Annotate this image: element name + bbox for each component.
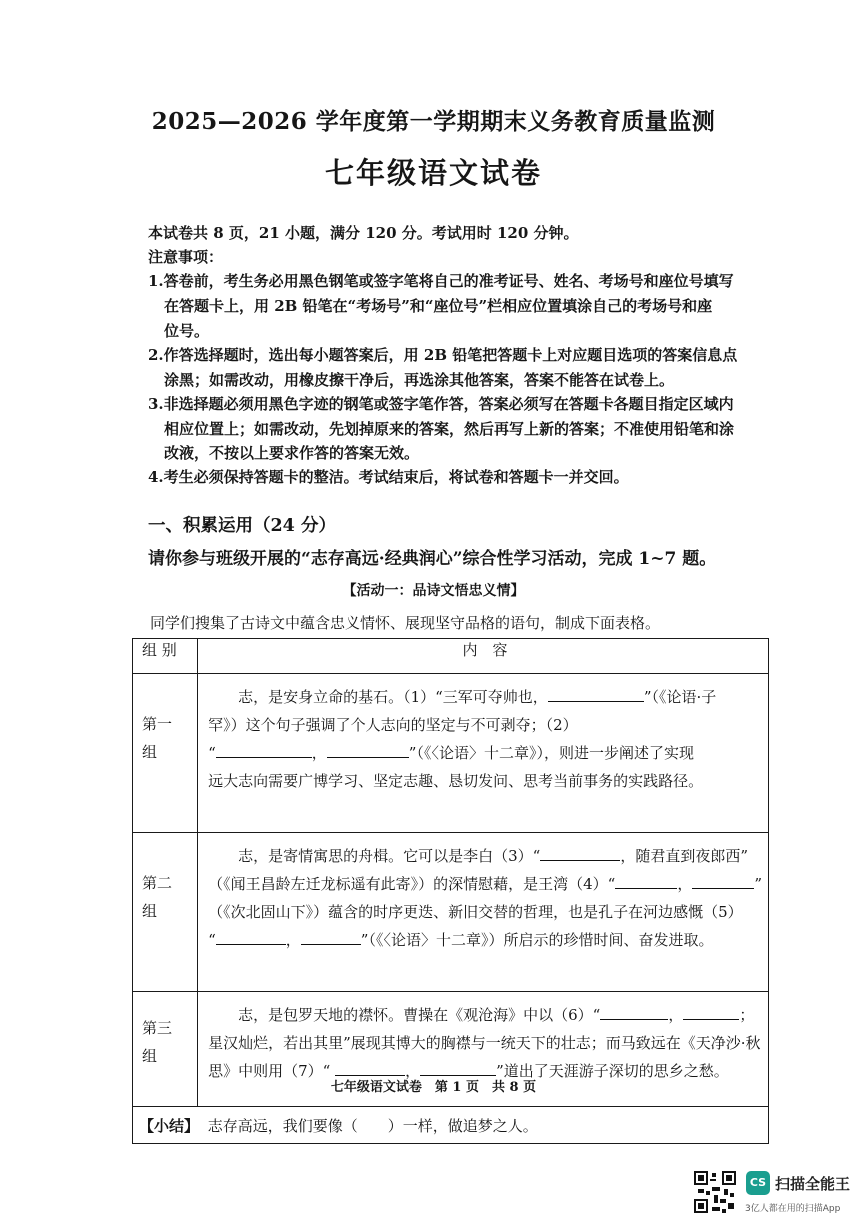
content-line: “ ， ”（《〈论语〉十二章》），则进一步阐述了实现 [208,744,694,762]
note-line: 1.答卷前，考生务必用黑色钢笔或签字笔将自己的准考证号、姓名、考场号和座位号填写 [148,272,734,290]
group-label: 组 [142,1047,158,1065]
content-line: 志，是包罗天地的襟怀。曹操在《观沧海》中以（6）“ ， ； [208,1006,755,1024]
note-line: 3.非选择题必须用黑色字迹的钢笔或签字笔作答，答案必须写在答题卡各题目指定区域内 [148,395,734,413]
answer-blank[interactable] [540,846,620,861]
note-line: 4.考生必须保持答题卡的整洁。考试结束后，将试卷和答题卡一并交回。 [148,468,629,486]
page-footer: 七年级语文试卷 第 1 页 共 8 页 [330,1080,537,1095]
content-line: 志，是安身立命的基石。（1）“三军可夺帅也， ”（《论语·子 [208,688,717,706]
answer-blank[interactable] [327,743,409,758]
summary-label: 【小结】 [139,1116,200,1135]
poetry-table [132,638,769,1144]
section-intro: 请你参与班级开展的“志存高远·经典润心”综合性学习活动，完成 1~7 题。 [148,549,717,569]
group-label: 第三 [142,1019,173,1037]
group-label: 组 [142,902,158,920]
section-paragraph: 同学们搜集了古诗文中蕴含忠义情怀、展现坚守品格的语句，制成下面表格。 [150,614,661,632]
summary-cell [133,1107,769,1144]
answer-blank[interactable] [692,874,754,889]
group-label: 第一 [142,715,173,733]
group-cell [133,833,198,992]
answer-blank[interactable] [301,930,361,945]
summary-row [133,1107,769,1144]
table-header-row [133,639,769,674]
content-line: 罕》）这个句子强调了个人志向的坚定与不可剥夺；（2） [208,716,578,734]
group-label: 组 [142,743,158,761]
exam-title: 2025—2026 学年度第一学期期末义务教育质量监测 [151,108,716,135]
col-header-content: 内 容 [198,639,769,674]
note-line: 涂黑；如需改动，用橡皮擦干净后，再选涂其他答案，答案不能答在试卷上。 [164,371,675,389]
table-row [133,833,769,992]
note-line: 2.作答选择题时，选出每小题答案后，用 2B 铅笔把答题卡上对应题目选项的答案信息点 [148,346,738,364]
answer-blank[interactable] [216,930,286,945]
answer-blank[interactable] [548,687,644,702]
content-line: （《次北固山下》）蕴含的时序更迭、新旧交替的哲理，也是孔子在河边感慨（5） [208,903,743,921]
note-line: 位号。 [164,322,210,340]
content-line: 思》中则用（7）“ ， ”道出了天涯游子深切的思乡之愁。 [208,1062,729,1080]
exam-subtitle: 七年级语文试卷 [324,156,542,190]
content-line: （《闻王昌龄左迁龙标遥有此寄》）的深情慰藉，是王湾（4）“ ， ” [208,875,762,893]
section-heading: 一、积累运用（24 分） [148,516,336,536]
content-cell [198,674,769,833]
notes-heading: 注意事项： [148,248,224,266]
answer-blank[interactable] [420,1061,496,1076]
content-line: “ ， ”（《〈论语〉十二章》）所启示的珍惜时间、奋发进取。 [208,931,714,949]
note-line: 相应位置上；如需改动，先划掉原来的答案，然后再写上新的答案；不准使用铅笔和涂 [164,420,735,438]
exam-summary: 本试卷共 8 页，21 小题，满分 120 分。考试用时 120 分钟。 [148,224,579,242]
answer-blank[interactable] [216,743,312,758]
scanner-brand: 扫描全能王 [775,1175,851,1193]
content-cell [198,833,769,992]
group-cell [133,674,198,833]
group-label: 第二 [142,874,173,892]
summary-text: 志存高远，我们要像（ ）一样，做追梦之人。 [207,1116,538,1135]
answer-blank[interactable] [615,874,677,889]
content-line: 星汉灿烂，若出其里”展现其博大的胸襟与一统天下的壮志；而马致远在《天净沙·秋 [208,1034,761,1052]
content-line: 远大志向需要广博学习、坚定志趣、恳切发问、思考当前事务的实践路径。 [208,772,704,790]
note-line: 改液，不按以上要求作答的答案无效。 [164,444,420,462]
qr-code-icon [694,1171,736,1213]
col-header-group: 组 别 [133,639,198,674]
answer-blank[interactable] [600,1005,668,1020]
content-line: 志，是寄情寓思的舟楫。它可以是李白（3）“ ，随君直到夜郎西” [208,847,748,865]
answer-blank[interactable] [335,1061,405,1076]
scanner-slogan: 3亿人都在用的扫描App [745,1204,841,1214]
note-line: 在答题卡上，用 2B 铅笔在“考场号”和“座位号”栏相应位置填涂自己的考场号和座 [164,297,713,315]
activity-title: 【活动一：品诗文悟忠义情】 [342,583,525,599]
answer-blank[interactable] [683,1005,739,1020]
scanner-logo-icon: CS [746,1171,770,1195]
table-row [133,674,769,833]
